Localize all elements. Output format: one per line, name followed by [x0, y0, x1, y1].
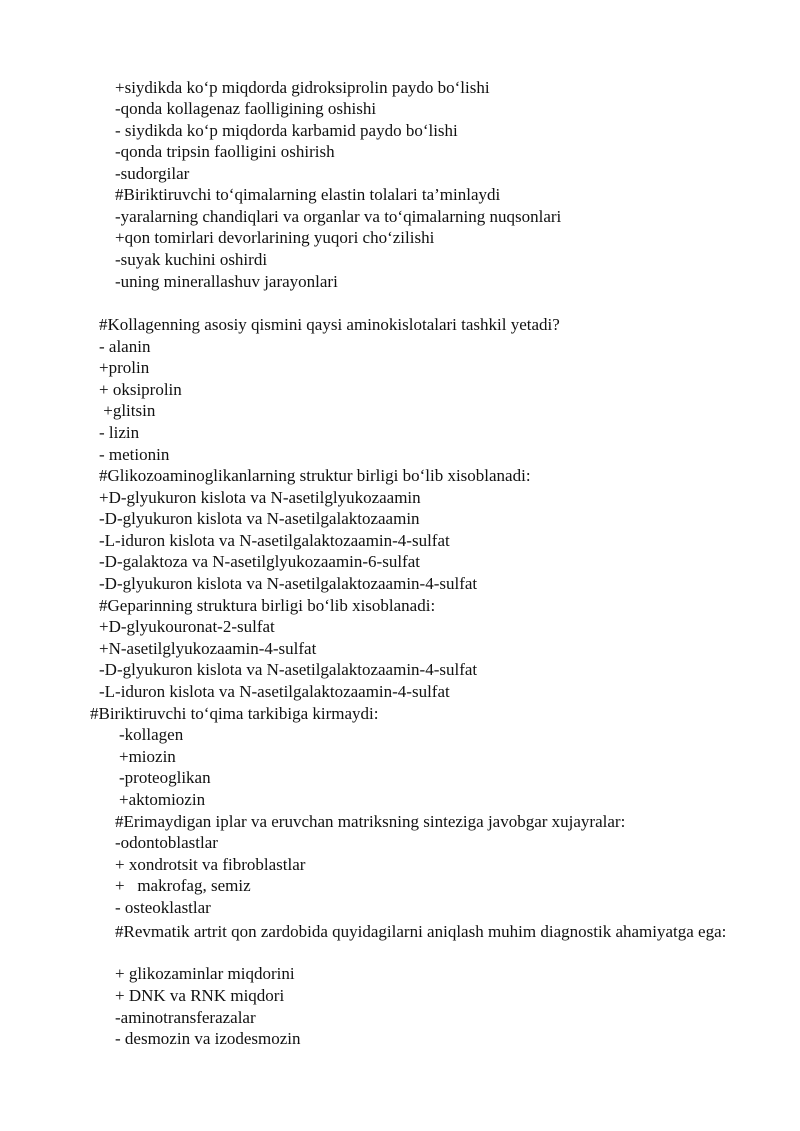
answer-line: + DNK va RNK miqdori — [115, 986, 285, 1005]
answer-line: +N-asetilglyukozaamin-4-sulfat — [99, 639, 317, 658]
answer-line: -D-glyukuron kislota va N-asetilgalaktozaamin-4-sulfat — [99, 574, 478, 593]
question-line: #Kollagenning asosiy qismini qaysi aminokislotalari tashkil yetadi? — [99, 315, 560, 334]
answer-line: +D-glyukouronat-2-sulfat — [99, 617, 275, 636]
answer-line: - osteoklastlar — [115, 898, 211, 917]
answer-line: +glitsin — [99, 401, 156, 420]
answer-line: -kollagen — [119, 725, 184, 744]
answer-line: -aminotransferazalar — [115, 1008, 256, 1027]
answer-line: - siydikda ko‘p miqdorda karbamid paydo bo‘lishi — [115, 121, 458, 140]
answer-line: -sudorgilar — [115, 164, 190, 183]
question-paragraph: #Revmatik artrit qon zardobida quyidagilarni aniqlash muhim diagnostik ahamiyatga ega: — [115, 922, 727, 941]
answer-line: + glikozaminlar miqdorini — [115, 964, 295, 983]
question-line: #Glikozoaminoglikanlarning struktur birligi bo‘lib xisoblanadi: — [99, 466, 531, 485]
answer-line: +prolin — [99, 358, 150, 377]
answer-line: +miozin — [119, 747, 176, 766]
answer-line: +siydikda ko‘p miqdorda gidroksiprolin paydo bo‘lishi — [115, 78, 490, 97]
answer-line: -odontoblastlar — [115, 833, 218, 852]
answer-line: -uning minerallashuv jarayonlari — [115, 272, 338, 291]
question-line: #Erimaydigan iplar va eruvchan matriksning sinteziga javobgar xujayralar: — [115, 812, 626, 831]
answer-line: +aktomiozin — [119, 790, 206, 809]
answer-line: + oksiprolin — [99, 380, 182, 399]
answer-line: - lizin — [99, 423, 140, 442]
question-line: #Geparinning struktura birligi bo‘lib xisoblanadi: — [99, 596, 436, 615]
answer-line: -qonda tripsin faolligini oshirish — [115, 142, 335, 161]
question-line: #Biriktiruvchi to‘qimalarning elastin tolalari ta’minlaydi — [115, 185, 501, 204]
answer-line: -suyak kuchini oshirdi — [115, 250, 268, 269]
answer-line: +qon tomirlari devorlarining yuqori cho‘zilishi — [115, 228, 435, 247]
answer-line: - metionin — [99, 445, 170, 464]
answer-line: + xondrotsit va fibroblastlar — [115, 855, 306, 874]
answer-line: -D-glyukuron kislota va N-asetilgalaktozaamin-4-sulfat — [99, 660, 478, 679]
answer-line: -proteoglikan — [119, 768, 211, 787]
answer-line: -L-iduron kislota va N-asetilgalaktozaamin-4-sulfat — [99, 682, 450, 701]
question-line: #Biriktiruvchi to‘qima tarkibiga kirmaydi: — [90, 704, 379, 723]
answer-line: -yaralarning chandiqlari va organlar va to‘qimalarning nuqsonlari — [115, 207, 562, 226]
answer-line: -qonda kollagenaz faolligining oshishi — [115, 99, 377, 118]
answer-line: + makrofag, semiz — [115, 876, 251, 895]
answer-line: -D-glyukuron kislota va N-asetilgalaktozaamin — [99, 509, 420, 528]
answer-line: - desmozin va izodesmozin — [115, 1029, 301, 1048]
answer-line: -L-iduron kislota va N-asetilgalaktozaamin-4-sulfat — [99, 531, 450, 550]
answer-line: -D-galaktoza va N-asetilglyukozaamin-6-sulfat — [99, 552, 420, 571]
answer-line: - alanin — [99, 337, 151, 356]
answer-line: +D-glyukuron kislota va N-asetilglyukozaamin — [99, 488, 421, 507]
